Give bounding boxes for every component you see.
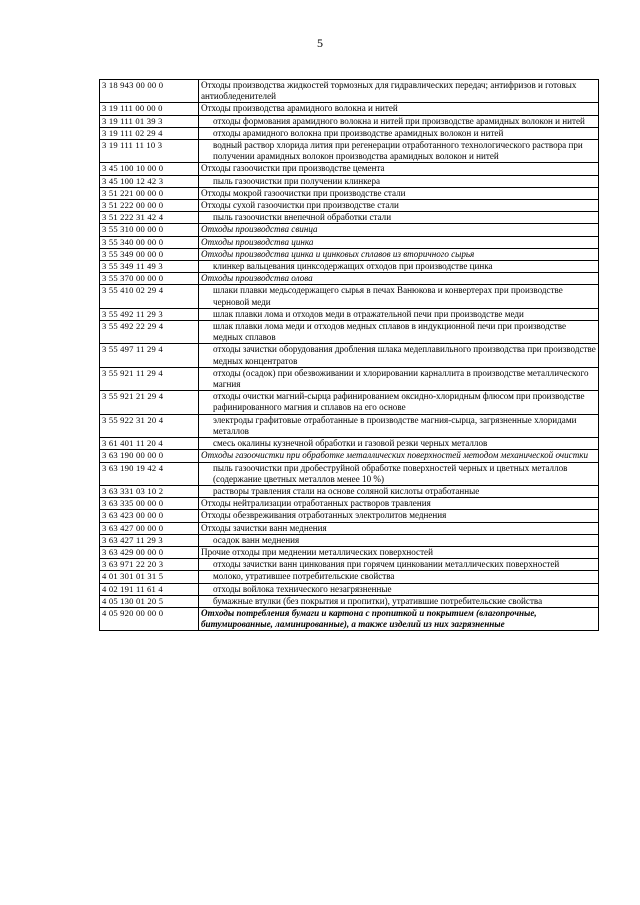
table-row (100, 450, 599, 462)
waste-name-cell: отходы зачистки оборудования дробления шлака медеплавильного производства при производстве медных концентратов (199, 344, 599, 367)
waste-name-cell: Отходы производства цинка и цинковых сплавов из вторичного сырья (199, 248, 599, 260)
table-row (100, 261, 599, 273)
waste-name-cell: Отходы производства свинца (199, 224, 599, 236)
waste-name-cell: смесь окалины кузнечной обработки и газовой резки черных металлов (199, 438, 599, 450)
table-row (100, 80, 599, 103)
waste-name-cell: Отходы газоочистки при производстве цемента (199, 163, 599, 175)
waste-code-cell: 3 55 340 00 00 0 (100, 236, 199, 248)
table-row (100, 344, 599, 367)
table-row (100, 391, 599, 414)
waste-name-cell: шлак плавки лома меди и отходов медных сплавов в индукционной печи при производстве медных сплавов (199, 321, 599, 344)
waste-name-cell: Прочие отходы при меднении металлических поверхностей (199, 546, 599, 558)
table-row (100, 187, 599, 199)
waste-name-cell: Отходы нейтрализации отработанных растворов травления (199, 498, 599, 510)
table-row (100, 248, 599, 260)
table-row (100, 200, 599, 212)
waste-name-cell: Отходы производства олова (199, 273, 599, 285)
waste-name-cell: Отходы производства арамидного волокна и нитей (199, 103, 599, 115)
waste-code-cell: 4 02 191 11 61 4 (100, 583, 199, 595)
page-number: 5 (317, 36, 323, 50)
table-row (100, 236, 599, 248)
waste-name-cell: Отходы сухой газоочистки при производстве стали (199, 200, 599, 212)
waste-name-cell: клинкер вальцевания цинксодержащих отходов при производстве цинка (199, 261, 599, 273)
waste-code-cell: 3 63 429 00 00 0 (100, 546, 199, 558)
waste-name-cell: пыль газоочистки при дробеструйной обработке поверхностей черных и цветных металлов (содержание цветных металлов менее 10 %) (199, 462, 599, 485)
table-row (100, 321, 599, 344)
waste-code-cell: 3 55 349 11 49 3 (100, 261, 199, 273)
waste-code-cell: 3 45 100 12 42 3 (100, 175, 199, 187)
waste-code-cell: 4 05 130 01 20 5 (100, 595, 199, 607)
waste-name-cell: Отходы мокрой газоочистки при производстве стали (199, 187, 599, 199)
waste-name-cell: Отходы обезвреживания отработанных электролитов меднения (199, 510, 599, 522)
table-row (100, 438, 599, 450)
waste-code-cell: 3 55 492 22 29 4 (100, 321, 199, 344)
waste-code-cell: 4 05 920 00 00 0 (100, 607, 199, 630)
table-row (100, 273, 599, 285)
waste-code-cell: 3 61 401 11 20 4 (100, 438, 199, 450)
table-row (100, 103, 599, 115)
table-row (100, 115, 599, 127)
waste-code-cell: 3 51 222 00 00 0 (100, 200, 199, 212)
waste-code-cell: 3 51 222 31 42 4 (100, 212, 199, 224)
waste-code-cell: 3 55 349 00 00 0 (100, 248, 199, 260)
waste-code-cell: 3 55 497 11 29 4 (100, 344, 199, 367)
waste-code-cell: 3 55 310 00 00 0 (100, 224, 199, 236)
waste-code-cell: 3 45 100 10 00 0 (100, 163, 199, 175)
waste-code-cell: 3 55 410 02 29 4 (100, 285, 199, 308)
waste-name-cell: шлаки плавки медьсодержащего сырья в печах Ванюкова и конвертерах при производстве черновой меди (199, 285, 599, 308)
table-row (100, 224, 599, 236)
waste-code-cell: 3 19 111 00 00 0 (100, 103, 199, 115)
waste-name-cell: отходы арамидного волокна при производстве арамидных волокон и нитей (199, 127, 599, 139)
table-row (100, 212, 599, 224)
waste-name-cell: отходы зачистки ванн цинкования при горячем цинковании металлических поверхностей (199, 559, 599, 571)
waste-name-cell: отходы очистки магний-сырца рафинированием оксидно-хлоридным флюсом при производстве рафинированного магния и сплавов на его основе (199, 391, 599, 414)
waste-name-cell: осадок ванн меднения (199, 534, 599, 546)
waste-name-cell: отходы (осадок) при обезвоживании и хлорировании карналлита в производстве металлического магния (199, 367, 599, 390)
waste-code-cell: 3 55 921 11 29 4 (100, 367, 199, 390)
table-row (100, 546, 599, 558)
waste-code-cell: 3 51 221 00 00 0 (100, 187, 199, 199)
table-row (100, 510, 599, 522)
waste-code-cell: 3 63 190 00 00 0 (100, 450, 199, 462)
waste-code-cell: 3 63 427 00 00 0 (100, 522, 199, 534)
waste-code-cell: 3 63 423 00 00 0 (100, 510, 199, 522)
waste-name-cell: отходы формования арамидного волокна и нитей при производстве арамидных волокон и нитей (199, 115, 599, 127)
waste-name-cell: молоко, утратившее потребительские свойства (199, 571, 599, 583)
waste-code-cell: 3 63 335 00 00 0 (100, 498, 199, 510)
waste-name-cell: растворы травления стали на основе соляной кислоты отработанные (199, 485, 599, 497)
table-row (100, 414, 599, 437)
table-row (100, 462, 599, 485)
table-row (100, 607, 599, 630)
table-row (100, 595, 599, 607)
table-row (100, 163, 599, 175)
waste-name-cell: бумажные втулки (без покрытия и пропитки), утратившие потребительские свойства (199, 595, 599, 607)
table-row (100, 285, 599, 308)
waste-name-cell: отходы войлока технического незагрязненные (199, 583, 599, 595)
table-row (100, 498, 599, 510)
waste-code-cell: 3 63 971 22 20 3 (100, 559, 199, 571)
table-body (100, 80, 599, 631)
table-row (100, 534, 599, 546)
table-row (100, 127, 599, 139)
waste-code-cell: 4 01 301 01 31 5 (100, 571, 199, 583)
table-row (100, 559, 599, 571)
waste-name-cell: Отходы потребления бумаги и картона с пропиткой и покрытием (влагопрочные, битумированные, ламинированные), а также изделий из них загрязненные (199, 607, 599, 630)
waste-name-cell: водный раствор хлорида лития при регенерации отработанного технологического раствора при получении арамидных волокон производства арамидных волокон и нитей (199, 140, 599, 163)
waste-code-cell: 3 55 370 00 00 0 (100, 273, 199, 285)
waste-code-cell: 3 63 331 03 10 2 (100, 485, 199, 497)
table-row (100, 522, 599, 534)
waste-code-cell: 3 63 427 11 29 3 (100, 534, 199, 546)
waste-name-cell: пыль газоочистки внепечной обработки стали (199, 212, 599, 224)
waste-code-cell: 3 55 492 11 29 3 (100, 308, 199, 320)
waste-name-cell: Отходы производства жидкостей тормозных для гидравлических передач; антифризов и готовых антиобледенителей (199, 80, 599, 103)
table-row (100, 308, 599, 320)
table-row (100, 367, 599, 390)
waste-name-cell: электроды графитовые отработанные в производстве магния-сырца, загрязненные хлоридами металлов (199, 414, 599, 437)
waste-code-cell: 3 19 111 02 29 4 (100, 127, 199, 139)
waste-code-cell: 3 55 922 31 20 4 (100, 414, 199, 437)
waste-name-cell: Отходы производства цинка (199, 236, 599, 248)
waste-name-cell: пыль газоочистки при получении клинкера (199, 175, 599, 187)
waste-code-cell: 3 18 943 00 00 0 (100, 80, 199, 103)
table-row (100, 571, 599, 583)
waste-classifier-table (99, 79, 599, 631)
waste-code-cell: 3 63 190 19 42 4 (100, 462, 199, 485)
waste-name-cell: шлак плавки лома и отходов меди в отражательной печи при производстве меди (199, 308, 599, 320)
waste-name-cell: Отходы газоочистки при обработке металлических поверхностей методом механической очистки (199, 450, 599, 462)
waste-name-cell: Отходы зачистки ванн меднения (199, 522, 599, 534)
waste-code-cell: 3 55 921 21 29 4 (100, 391, 199, 414)
waste-code-cell: 3 19 111 01 39 3 (100, 115, 199, 127)
table-row (100, 583, 599, 595)
waste-code-cell: 3 19 111 11 10 3 (100, 140, 199, 163)
table-row (100, 140, 599, 163)
table-row (100, 485, 599, 497)
table-row (100, 175, 599, 187)
